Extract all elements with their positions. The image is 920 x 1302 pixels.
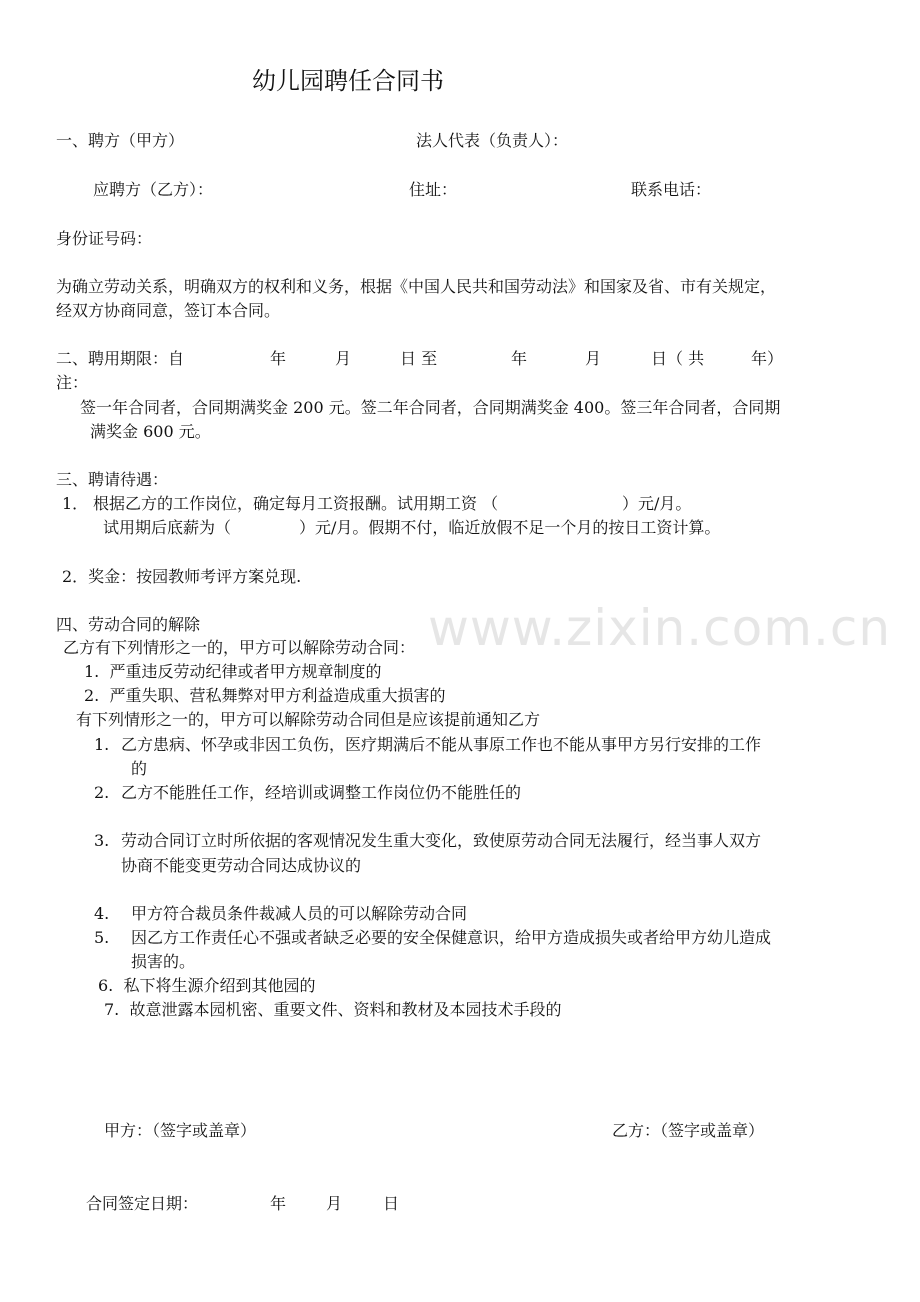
party-a-signature: 甲方：（签字或盖章） xyxy=(104,1121,257,1140)
address-label: 住址： xyxy=(409,180,458,199)
termination-b-item-1-line-1: 乙方患病、怀孕或非因工负伤，医疗期满后不能从事原工作也不能从事甲方另行安排的工作 xyxy=(121,735,762,754)
termination-b-item-3-line-2: 协商不能变更劳动合同达成协议的 xyxy=(121,856,362,875)
intro-line-2: 经双方协商同意，签订本合同。 xyxy=(56,301,281,320)
termination-b-item-5-number: 5. xyxy=(94,928,110,947)
signing-date-year: 年 xyxy=(270,1194,287,1213)
note-line-2: 满奖金 600 元。 xyxy=(90,422,211,441)
term-end-year: 年 xyxy=(511,349,528,368)
note-line-1: 签一年合同者，合同期满奖金 200 元。签二年合同者，合同期满奖金 400。签三年合同者，合同期 xyxy=(80,398,781,417)
termination-case-b: 有下列情形之一的，甲方可以解除劳动合同但是应该提前通知乙方 xyxy=(76,710,541,729)
termination-b-item-7: 7. 故意泄露本园机密、重要文件、资料和教材及本园技术手段的 xyxy=(104,1000,562,1019)
termination-case-a: 乙方有下列情形之一的，甲方可以解除劳动合同： xyxy=(63,638,416,657)
signing-date-month: 月 xyxy=(326,1194,343,1213)
pay-item-1-line-2: 试用期后底薪为（ xyxy=(103,518,232,537)
pay-item-1-line-2-end: ）元/月。假期不付，临近放假不足一个月的按日工资计算。 xyxy=(299,518,721,537)
termination-b-item-1-line-2: 的 xyxy=(131,759,148,778)
term-heading: 二、聘用期限：自 xyxy=(56,349,185,368)
pay-item-1-number: 1． xyxy=(62,494,89,513)
employer-label: 一、聘方（甲方） xyxy=(56,131,185,150)
term-total-years: 年） xyxy=(751,349,784,368)
term-start-day-to: 日 至 xyxy=(400,349,438,368)
term-end-month: 月 xyxy=(585,349,602,368)
termination-b-item-5-line-2: 损害的。 xyxy=(131,952,196,971)
termination-a-item-1: 1. 严重违反劳动纪律或者甲方规章制度的 xyxy=(84,662,382,681)
pay-item-1-line-1: 根据乙方的工作岗位，确定每月工资报酬。试用期工资 （ xyxy=(93,494,499,513)
signing-date-day: 日 xyxy=(383,1194,400,1213)
term-start-month: 月 xyxy=(335,349,352,368)
termination-b-item-4: 甲方符合裁员条件裁减人员的可以解除劳动合同 xyxy=(131,904,468,923)
legal-rep-label: 法人代表（负责人）： xyxy=(416,131,569,150)
pay-heading: 三、聘请待遇： xyxy=(56,470,169,489)
termination-a-item-2: 2. 严重失职、营私舞弊对甲方利益造成重大损害的 xyxy=(84,686,446,705)
pay-item-1-line-1-end: ）元/月。 xyxy=(622,494,692,513)
termination-b-item-3-line-1: 劳动合同订立时所依据的客观情况发生重大变化，致使原劳动合同无法履行，经当事人双方 xyxy=(121,831,762,850)
termination-b-item-3-number: 3. xyxy=(94,831,110,850)
employee-label: 应聘方（乙方）： xyxy=(93,180,214,199)
id-number-label: 身份证号码： xyxy=(56,229,153,248)
watermark: www.zixin.com.cn xyxy=(428,599,892,657)
termination-b-item-1-number: 1. xyxy=(94,735,110,754)
note-label: 注： xyxy=(56,373,89,392)
term-start-year: 年 xyxy=(270,349,287,368)
termination-b-item-4-number: 4. xyxy=(94,904,110,923)
termination-b-item-2: 乙方不能胜任工作，经培训或调整工作岗位仍不能胜任的 xyxy=(121,783,522,802)
signing-date-label: 合同签定日期： xyxy=(86,1194,199,1213)
termination-b-item-2-number: 2. xyxy=(94,783,110,802)
term-end-day-total: 日（ 共 xyxy=(651,349,705,368)
intro-line-1: 为确立劳动关系，明确双方的权利和义务，根据《中国人民共和国劳动法》和国家及省、市有关规定， xyxy=(56,277,777,296)
phone-label: 联系电话： xyxy=(631,180,712,199)
termination-b-item-6: 6. 私下将生源介绍到其他园的 xyxy=(98,976,316,995)
termination-heading: 四、劳动合同的解除 xyxy=(56,615,201,634)
pay-item-2: 2．奖金：按园教师考评方案兑现. xyxy=(62,567,302,586)
termination-b-item-5-line-1: 因乙方工作责任心不强或者缺乏必要的安全保健意识，给甲方造成损失或者给甲方幼儿造成 xyxy=(131,928,772,947)
party-b-signature: 乙方：（签字或盖章） xyxy=(612,1121,765,1140)
document-title: 幼儿园聘任合同书 xyxy=(252,67,444,95)
